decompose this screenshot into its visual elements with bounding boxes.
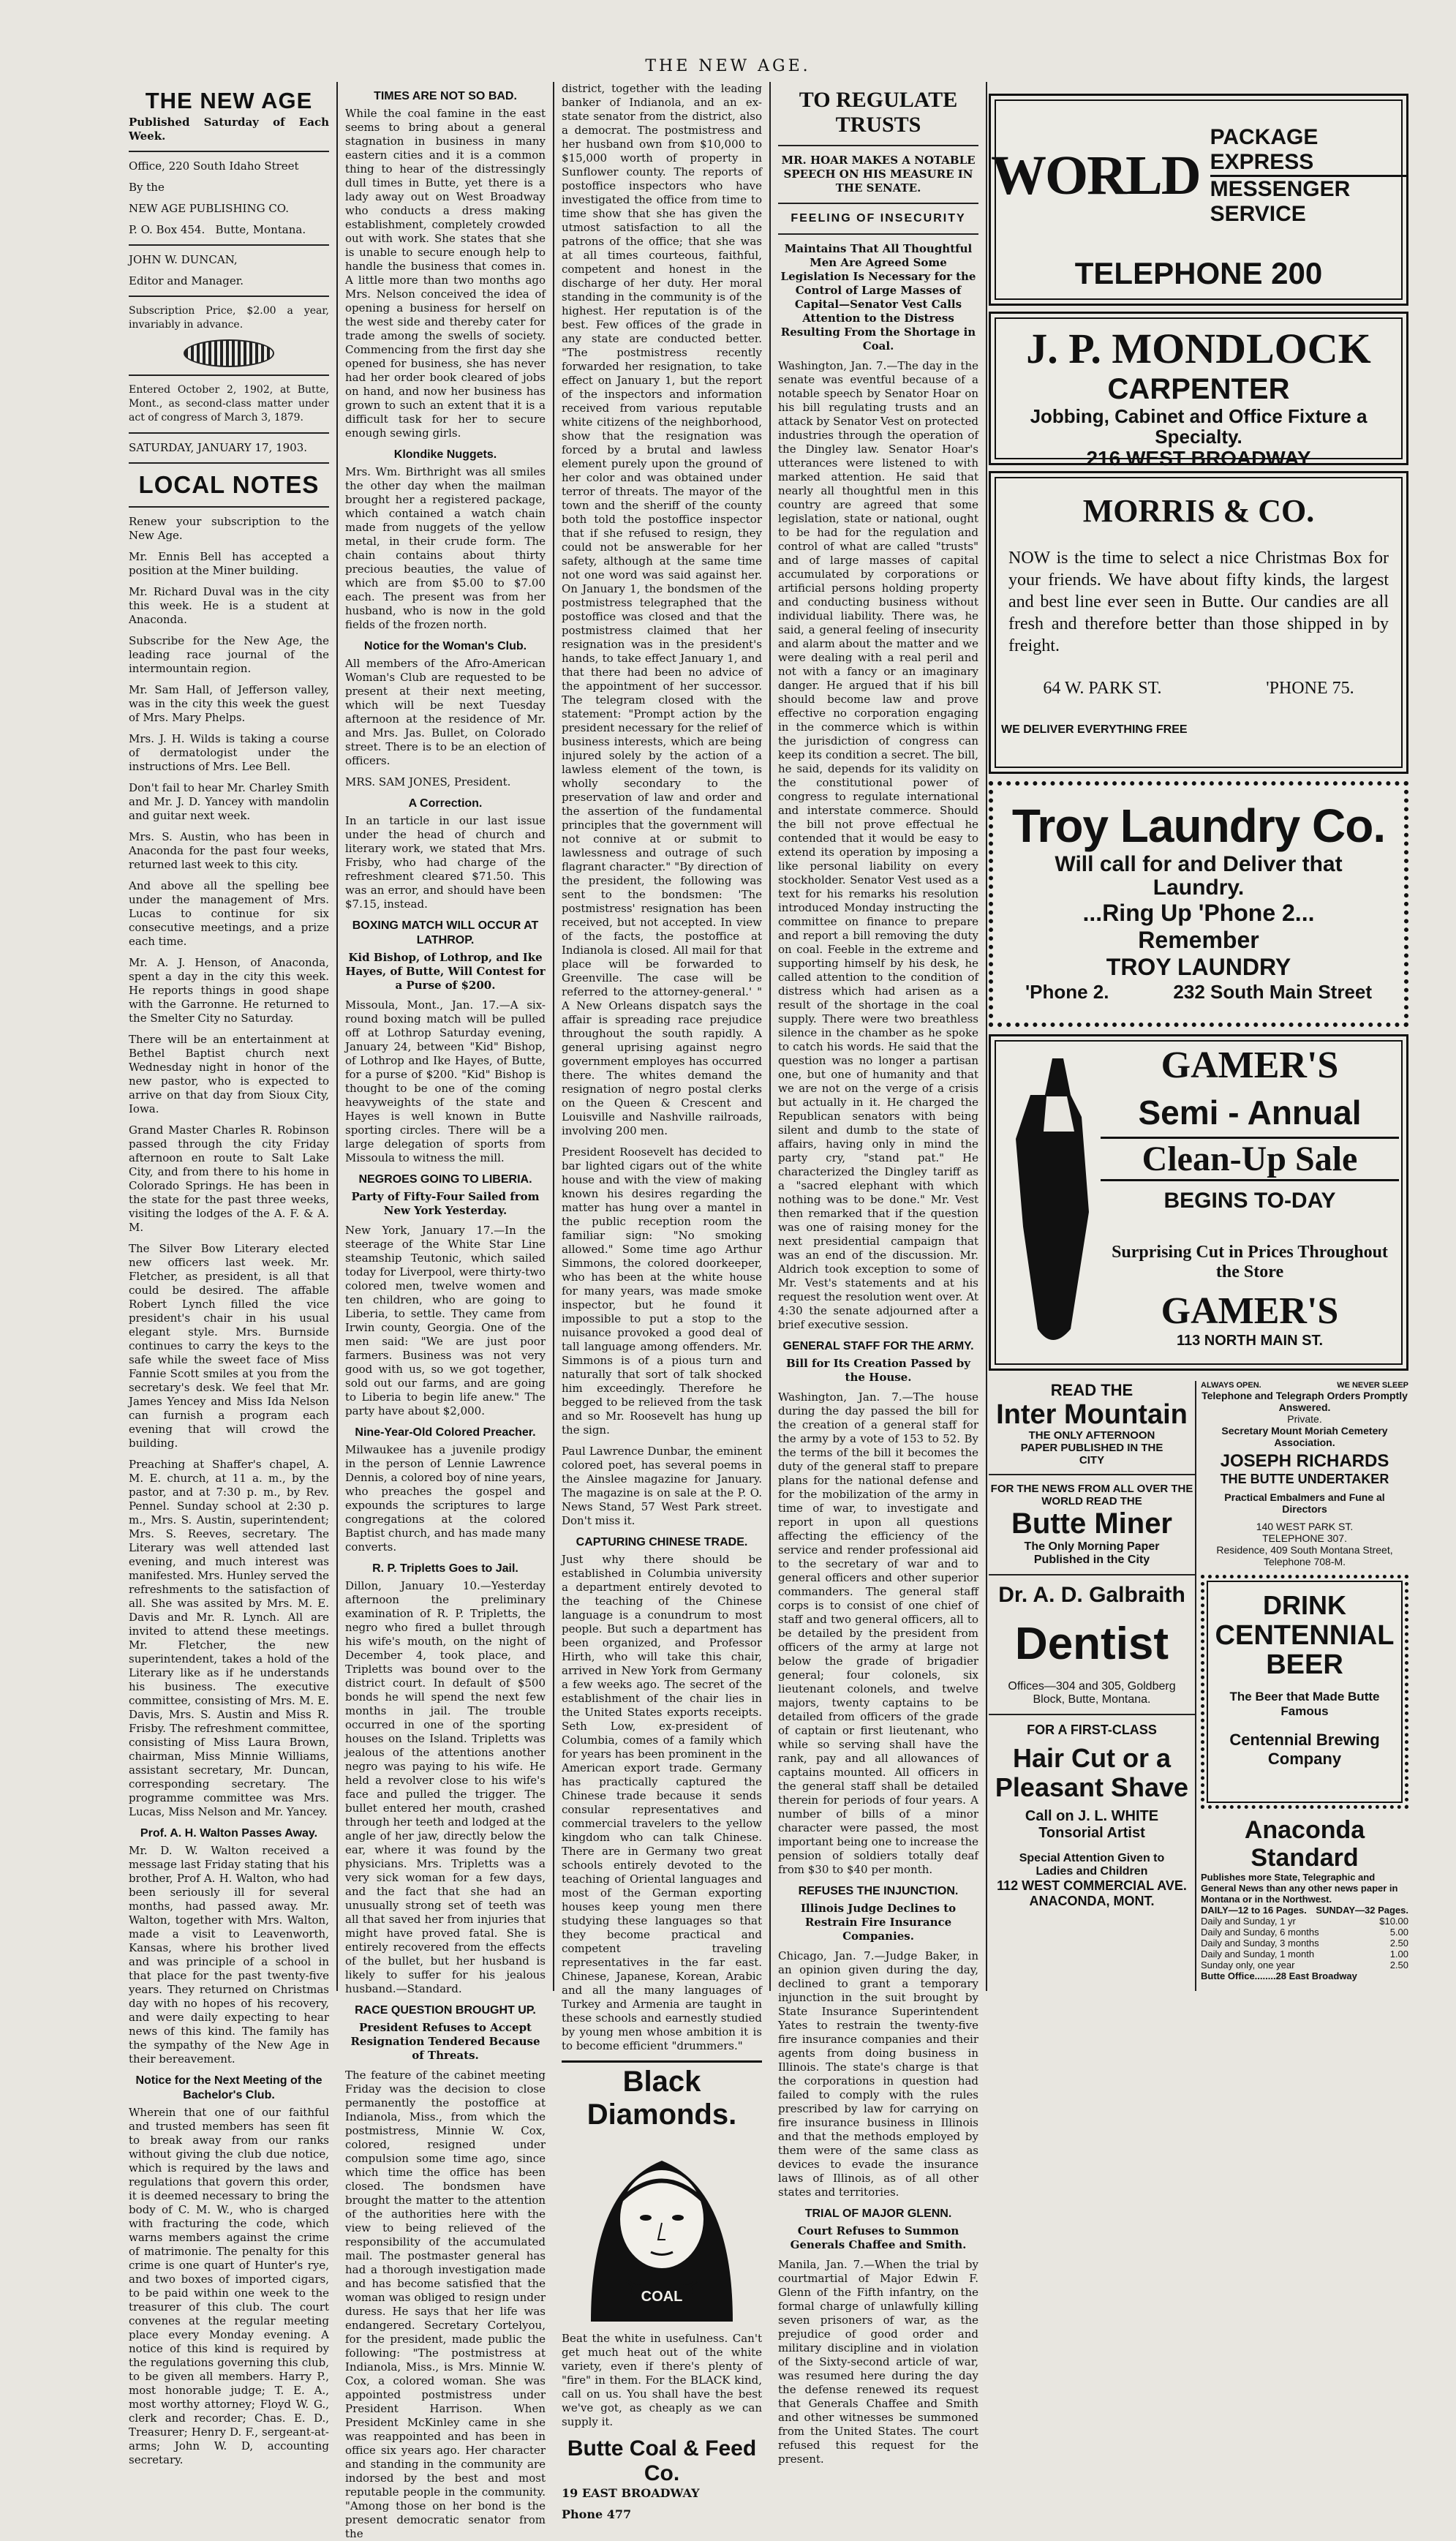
barber-l4: Special Attention Given to Ladies and Children bbox=[1019, 1852, 1165, 1878]
local-note-item: Renew your subscription to the New Age. bbox=[129, 515, 329, 542]
intermountain-l2: THE ONLY AFTERNOON PAPER PUBLISHED IN THE CITY bbox=[1020, 1429, 1163, 1467]
local-note-item: Grand Master Charles R. Robinson passed through the city Friday afternoon en route to Salt Lake City, and from there to his home in Colorado Springs. He has been in the state for the past three weeks, visiting the lodges of the A. F. & A. M. bbox=[129, 1123, 329, 1234]
richards-l4: Private. bbox=[1287, 1413, 1322, 1425]
klondike-headline: Klondike Nuggets. bbox=[393, 448, 497, 461]
troy-line3: Remember bbox=[1138, 927, 1259, 953]
world-express-ad bbox=[989, 94, 1408, 306]
miner-l1: FOR THE NEWS FROM ALL OVER THE WORLD READ THE bbox=[990, 1483, 1193, 1507]
beer-name: CENTENNIAL BEER bbox=[1215, 1620, 1395, 1680]
coal-caption: COAL bbox=[641, 2289, 683, 2305]
barber-address: 112 WEST COMMERCIAL AVE. ANACONDA, MONT. bbox=[997, 1878, 1187, 1908]
morris-phone: 'PHONE 75. bbox=[1266, 679, 1354, 698]
feeling-headline: FEELING OF INSECURITY bbox=[791, 212, 966, 225]
morris-ad bbox=[989, 471, 1408, 774]
divider bbox=[129, 432, 329, 434]
race-continued-text: district, together with the leading banker of Indianola, and an ex-state senator from the district, also a democrat. The postmistress and her husband own from $10,000 to $15,000 worth of property in Sunflower county. The reports of postoffice inspectors who have investigated the office from time to time show that she has given the utmost satisfaction to all the patrons of the office; that she was at all times courteous, faithful, competent and honest in the discharge of her duty. Her moral standing in the community is of the highest. Her reputation is of the best. Few offices of the grade in any state are conducted better. "The postmistress recently forwarded her resignation, to take effect on January 1, but the report of the inspectors and information received from various reputable white citizens of the neighborhood, show that the resignation was forced by a brutal and lawless element purely upon the ground of her color and was obtained under terror of threats. The mayor of the town and the sheriff of the county both told the postoffice inspector that if she refused to resign, they could not be answerable for her safety, although at the same time not one word was said against her. On January 1, the bondsmen of the postmistress telegraphed that the postoffice was closed and that the postmistress claimed that her resignation was in the president's hands, to take effect January 1, and that there had been no advice of the appointment of her successor. The telegram closed with the statement: "Prompt action by the president necessary for the relief of business interests, which are being injured solely by the action of a lawless element of the town, is wholly secondary to the preservation of law and order and the assertion of the fundamental principles that the government will not connive at or submit to lawlessness and outrage of such flagrant character." "By direction of the president, the following was sent to the bondsmen: 'The postmistress' resignation has been received, but not accepted. In view of the facts, the postoffice at Indianola is closed. All mail for that place will be forwarded to Greenville. The case will be referred to the attorney-general.' " A New Orleans dispatch says the affair is spreading race prejudice throughout the south rapidly. A general uprising against negro government employes has occurred there. The whites demand the resignation of negro postal clerks on the Queen & Crescent and Louisville and Nashville railroads, involving 200 men. bbox=[562, 82, 762, 1137]
gamers-line2: Clean-Up Sale bbox=[1101, 1137, 1399, 1181]
richards-name: JOSEPH RICHARDS bbox=[1220, 1451, 1389, 1471]
standard-name: Anaconda Standard bbox=[1244, 1816, 1365, 1872]
local-note-item: There will be an entertainment at Bethel Baptist church next Wednesday night in honor of the new pastor, who is expected to arrive on that day from Sioux City, Iowa. bbox=[129, 1033, 329, 1115]
mondlock-trade: CARPENTER bbox=[1107, 373, 1290, 405]
boxing-text: Missoula, Mont., Jan. 17.—A six-round boxing match will be pulled off at Lothrop Saturday evening, January 24, between "Kid" Bishop, of Lothrop and Ike Hayes, of Butte, for a purse of $200. "Kid" Bishop is thought to be one of the coming heavyweights of the state and Hayes is well known in Butte sporting circles. There will be a large delegation of sports from Missoula to witness the mill. bbox=[345, 998, 546, 1164]
rate-price: 2.50 bbox=[1389, 1938, 1408, 1949]
trusts-text: Washington, Jan. 7.—The day in the senate was eventful because of a notable speech by Senator Hoar on his bill regulating trusts and an attack by Senator Vest on protected industries through the operation of the Dingley law. Senator Hoar's utterances were listened to with marked attention. He said that nearly all thoughtful men in this country are agreed that some legislation, state or national, ought to be had for the regulation and control of what are called "trusts" and of large masses of capital accumulated by corporations or artificial persons holding property and conducting business without individual liability. There was, he said, a general feeling of insecurity and alarm about the matter and we were dealing with a real peril and not with a fancy or an imaginary danger. He argued that if his bill should become law and prove effective no corporation engaging in the commerce which is within the jurisdiction of congress can keep its condition a secret. The bill, he said, depends for its validity on the constitutional power of congress to regulate international and interstate commerce. Should the bill not prove effectual he contended that it would be easy to extend its operation by imposing a like personal liability on every stockholder. Senator Vest used as a text for his remarks his resolution introduced Monday instructing the committee on finance to prepare and report a bill removing the duty on coal. Feeble in the extreme and supporting himself by his desk, he called attention to the condition of distress which had arisen as a result of the shortage in the coal supply. There were two breathless silence in the chamber as he spoke to catch his words. He said that the question was no longer a partisan one, but one of humanity and that we are not on the verge of a crisis but actually in it. He charged the Republican senators with being silent and dumb to the state of affairs, having only in mind the party cry, "stand pat." He characterized the Dingley tariff as a "sacred elephant with which nothing was to be done." Mr. Vest then remarked that if the question was one of raising money for the next presidential campaign that was an end of the discussion. Mr. Aldrich took exception to some of Mr. Vest's statements and at his request the resolution went over. At 4:30 the senate adjourned after a brief executive session. bbox=[778, 359, 978, 1331]
gamers-name: GAMER'S bbox=[1161, 1044, 1339, 1086]
local-note-item: Subscribe for the New Age, the leading race journal of the intermountain region. bbox=[129, 634, 329, 675]
boxing-subhead: Kid Bishop, of Lothrop, and Ike Hayes, of Butte, Will Contest for a Purse of $200. bbox=[345, 951, 546, 992]
tripletts-text: Dillon, January 10.—Yesterday afternoon the preliminary examination of R. P. Tripletts, the negro who fired a bullet through his wife's mouth, on the night of December 4, took place, and Tripletts was bound over to the district court. In default of $500 bonds he will spend the next few months in jail. The trouble occurred in one of the sporting houses on the Island. Tripletts was jealous of the attentions another negro was paying to his wife. He held a revolver close to his wife's face and pulled the trigger. The bullet entered her mouth, crashed through her teeth and lodged at the angle of her jaw, directly below the ear, where it was found by the physicians. Mrs. Tripletts was a very sick woman for a few days, and the fact that she had an unusually strong set of teeth was all that saved her from injuries that might have proved fatal. She is entirely recovered from the effects of the bullet, but her husband is likely to suffer for his jealous husband.—Standard. bbox=[345, 1579, 546, 1995]
rate-row bbox=[1201, 1927, 1408, 1938]
rate-label: Daily and Sunday, 1 month bbox=[1201, 1949, 1315, 1960]
staff-headline: GENERAL STAFF FOR THE ARMY. bbox=[782, 1340, 974, 1352]
butte-coal-address: 19 EAST BROADWAY bbox=[562, 2486, 700, 2500]
race-text: The feature of the cabinet meeting Friday was the decision to close permanently the postoffice at Indianola, Miss., from which the postmistress, Minnie W. Cox, colored, resigned under compulsion some time ago, since which time the office has been closed. The bondsmen have brought the matter to the attention of the authorities here with the view to being relieved of the responsibility of the accumulated mail. The postmaster general has had a thorough investigation made and has become satisfied that the woman was obliged to resign under duress. He says that her life was endangered. Secretary Cortelyou, for the president, made public the following: "The postmistress at Indianola, Miss., is Mrs. Minnie W. Cox, a colored woman. She was appointed postmistress under President Harrison. When President McKinley came in she was reappointed and has been in office six years ago. Her character and standing in the community are indorsed by the best and most reputable people in the community. "Among those on her bond is the present democratic senator from the bbox=[345, 2068, 546, 2540]
richards-title: THE BUTTE UNDERTAKER bbox=[1220, 1472, 1389, 1486]
rate-row bbox=[1201, 1938, 1408, 1949]
local-note-item: Mrs. J. H. Wilds is taking a course of dermatologist under the instructions of Mrs. Lee Bell. bbox=[129, 732, 329, 773]
troy-line2: ...Ring Up 'Phone 2... bbox=[1082, 900, 1315, 926]
black-diamonds-title: Black Diamonds. bbox=[586, 2066, 737, 2131]
womans-club-text: All members of the Afro-American Woman's Club are requested to be present at their next meeting, which will be next Tuesday afternoon at the residence of Mr. and Mrs. Jas. Bullet, on Colorado street. There is to be an election of officers. bbox=[345, 657, 546, 767]
injunction-text: Chicago, Jan. 7.—Judge Baker, in an opinion given during the day, declined to grant a temporary injunction in the suit brought by State Insurance Superintendent Yates to restrain the twenty-five fire insurance companies and their agents from doing business in Illinois. The state's charge is that the corporations in question had failed to comply with the rules prescribed by law for carrying on fire insurance business in Illinois and that the methods employed by them were of the same class as devices to evade the insurance laws of Illinois, as of all other states and territories. bbox=[778, 1949, 978, 2199]
troy-laundry-ad bbox=[989, 781, 1408, 1027]
morris-name: MORRIS & CO. bbox=[1082, 493, 1315, 529]
masthead-title: THE NEW AGE bbox=[145, 88, 313, 113]
richards-address: 140 WEST PARK ST. bbox=[1256, 1521, 1354, 1532]
galbraith-title: Dentist bbox=[1014, 1619, 1169, 1669]
masthead-entered: Entered October 2, 1902, at Butte, Mont., as second-class matter under act of congress of March 3, 1879. bbox=[129, 384, 329, 424]
staff-text: Washington, Jan. 7.—The house during the day passed the bill for the creation of a general staff for the army by a vote of 153 to 52. By the terms of the bill it becomes the duty of the general staff to prepare plans for the national defense and for the mobilization of the army in time of war, to investigate and report in upon all questions affecting the efficiency of the service and render professional aid to the secretary of war and to general officers and other superior commanders. The general staff corps is to consist of one chief of staff and two general officers, all to be detailed by the president from officers of the army at large not below the grade of brigadier general; four colonels, six lieutenant colonels, and twelve majors, twenty captains to be detailed from officers of the grade of captain or first lieutenant, who while so serving shall have the rank, pay and all allowances of captains mounted. All officers in the general staff shall be detailed therein for periods of four years. A number of bills of a minor character were passed, the most important being one to increase the pension of soldiers totally deaf from $30 to $40 per month. bbox=[778, 1390, 978, 1876]
local-note-item: Preaching at Shaffer's chapel, A. M. E. church, at 11 a. m., by the pastor, and at 7:30 p. m., by Rev. Pennel. Sunday school at 2:30 p. m., Mrs. S. Austin, superintendent; Mrs. S. Reeves, secretary. The Literary was well attended last evening, and much interest was manifested. Mrs. Hunley served the refreshments to the satisfaction of all. She was assited by Mrs. M. E. Davis and Mr. R. Lynch. All are invited to attend these meetings. Mr. Fletcher, the new superintendent, takes a hold of the Literary like as if he understands his business. The executive committee, consisting of Mrs. M. E. Davis, Mrs. S. Austin and Miss R. Frisby. The refreshment committee, consisting of Miss Laura Brown, chairman, Miss Minnie Williams, assistant secretary, Mr. Duncan, corresponding secretary. The programme committee was Mrs. Lucas, Miss Nelson and Mr. Yancey. bbox=[129, 1458, 329, 1818]
preacher-text: Milwaukee has a juvenile prodigy in the person of Lennie Lawrence Dennis, a colored boy of nine years, who preaches the gospel and expounds the scriptures to large congregations at the colored Baptist church, and has made many converts. bbox=[345, 1443, 546, 1554]
rate-price: 5.00 bbox=[1389, 1927, 1408, 1938]
local-note-item: Mr. Sam Hall, of Jefferson valley, was in the city this week the guest of Mrs. Mary Phelps. bbox=[129, 683, 329, 724]
column-1 bbox=[121, 82, 338, 2466]
rate-label: Daily and Sunday, 6 months bbox=[1201, 1927, 1319, 1938]
troy-line4: TROY LAUNDRY bbox=[1106, 954, 1291, 980]
standard-office: Butte Office........28 East Broadway bbox=[1201, 1970, 1357, 1981]
liberia-subhead: Party of Fifty-Four Sailed from New York Yesterday. bbox=[351, 1190, 540, 1217]
rate-price: 2.50 bbox=[1389, 1960, 1408, 1970]
local-notes-title: LOCAL NOTES bbox=[138, 471, 320, 498]
dunbar-text: Paul Lawrence Dunbar, the eminent colored poet, has several poems in the Ainslee magazine for January. The magazine is on sale at the P. O. News Stand, 57 West Park street. Don't miss it. bbox=[562, 1445, 762, 1527]
race-headline: RACE QUESTION BROUGHT UP. bbox=[355, 2004, 536, 2017]
barber-l3: Tonsorial Artist bbox=[1038, 1825, 1145, 1841]
masthead-tagline: Published Saturday of Each Week. bbox=[129, 116, 329, 143]
mondlock-address: 216 WEST BROADWAY bbox=[1086, 447, 1311, 470]
morris-text: NOW is the time to select a nice Christmas Box for your friends. We have about fifty kinds, the largest and best line ever seen in Butte. Our candies are all fresh and therefore better than those shipped in by freight. bbox=[1008, 549, 1389, 655]
divider bbox=[778, 233, 978, 235]
butte-coal-phone: Phone 477 bbox=[562, 2507, 632, 2521]
black-diamonds-text: Beat the white in usefulness. Can't get much heat out of the white variety, even if there's plenty of "fire" in them. For the BLACK kind, call on us. You shall have the best we've got, as cheaply as we can supply it. bbox=[562, 2332, 762, 2428]
correction-headline: A Correction. bbox=[408, 797, 483, 810]
standard-ad bbox=[1201, 1816, 1408, 1981]
womans-club-headline: Notice for the Woman's Club. bbox=[363, 640, 527, 652]
standard-sunday: SUNDAY—32 Pages. bbox=[1316, 1905, 1408, 1916]
column-2 bbox=[338, 82, 554, 2540]
beer-l3: Centennial Brewing Company bbox=[1229, 1731, 1380, 1768]
chinese-text: Just why there should be established in Columbia university a department entirely devoted to the teaching of the Chinese language is a conundrum to most people. But such a department has been organized, and Professor Hirth, who will take this chair, arrived in New York from Germany a few weeks ago. The secret of the establishment of the chair lies in the United States exports receipts. Seth Low, ex-president of Columbia, comes of a family which for years has been prominent in the American export trade. Germany has practically captured the Chinese trade because it sends consular representatives and commercial travelers to the yellow kingdom who can talk Chinese. There are in Germany two great schools entirely devoted to the teaching of Oriental languages and most of the German exporting houses keep young men there studying these languages so that they become practical and competent traveling representatives in the far east. Chinese, Japanese, Korean, Arabic and all the many languages of Turkey and Armenia are taught in these schools and earnestly studied by young men whose ambition it is to become efficient "drummers." bbox=[562, 1553, 762, 2052]
preacher-headline: Nine-Year-Old Colored Preacher. bbox=[355, 1426, 536, 1439]
divider bbox=[778, 203, 978, 204]
divider bbox=[778, 145, 978, 146]
standard-daily: DAILY—12 to 16 Pages. bbox=[1201, 1905, 1307, 1916]
liberia-headline: NEGROES GOING TO LIBERIA. bbox=[358, 1173, 532, 1186]
mondlock-ad bbox=[989, 312, 1408, 470]
trusts-subhead: MR. HOAR MAKES A NOTABLE SPEECH ON HIS MEASURE IN THE SENATE. bbox=[781, 154, 976, 195]
injunction-subhead: Illinois Judge Declines to Restrain Fire Insurance Companies. bbox=[800, 1902, 957, 1943]
masthead-editor-role: Editor and Manager. bbox=[129, 274, 244, 287]
divider bbox=[129, 244, 329, 246]
intermountain-l1: READ THE bbox=[1050, 1381, 1134, 1399]
mondlock-name: J. P. MONDLOCK bbox=[1026, 325, 1371, 372]
morris-address: 64 W. PARK ST. bbox=[1043, 679, 1162, 698]
rate-label: Daily and Sunday, 1 yr bbox=[1201, 1916, 1296, 1927]
divider bbox=[989, 1714, 1195, 1715]
liberia-text: New York, January 17.—In the steerage of the White Star Line steamship Teutonic, which sailed today for Liverpool, were thirty-two colored men, twelve women and ten children, who are going to Liberia, to settle. They came from Irwin county, Georgia. One of the men said: "We are just poor farmers. Business was not very good with us, so we got together, sold out our farms, and are going to Liberia to begin life anew." The party have about $2,000. bbox=[345, 1224, 546, 1418]
local-note-item: Mrs. S. Austin, who has been in Anaconda for the past four weeks, returned last week to this city. bbox=[129, 830, 329, 871]
divider bbox=[129, 506, 329, 508]
column-4 bbox=[771, 82, 987, 2466]
bachelor-headline: Notice for the Next Meeting of the Bachelor's Club. bbox=[135, 2074, 322, 2101]
masthead-publisher: NEW AGE PUBLISHING CO. bbox=[129, 202, 289, 215]
divider bbox=[129, 295, 329, 297]
walton-headline: Prof. A. H. Walton Passes Away. bbox=[140, 1827, 318, 1840]
correction-text: In an tarticle in our last issue under the head of church and literary work, we stated that Mrs. Frisby, who had charge of the refreshment cleared $71.50. This was an error, and should have been $7.15, instead. bbox=[345, 814, 546, 911]
standard-rate-table bbox=[1201, 1916, 1408, 1970]
rate-price: $10.00 bbox=[1379, 1916, 1408, 1927]
troy-name: Troy Laundry Co. bbox=[1011, 799, 1386, 852]
gamers-line1: Semi - Annual bbox=[1138, 1093, 1362, 1132]
morris-delivery: WE DELIVER EVERYTHING FREE bbox=[1001, 723, 1188, 736]
times-headline: TIMES ARE NOT SO BAD. bbox=[374, 90, 517, 102]
richards-l5: Secretary Mount Moriah Cemetery Association. bbox=[1221, 1425, 1388, 1448]
local-note-item: The Silver Bow Literary elected new officers last week. Mr. Fletcher, as president, is all that could be desired. The affable Robert Lynch filled the vice president's chair in his usual elegant style. Mrs. Burnside continues to carry the keys to the safe while the sweet face of Miss Fannie Scott smiles at you from the secretary's desk. We feel that Mr. James Yencey and Miss Ida Nelson can furnish a program each evening that will crowd the building. bbox=[129, 1242, 329, 1450]
trusts-headline: TO REGULATE TRUSTS bbox=[799, 88, 958, 137]
masthead-editor: JOHN W. DUNCAN, bbox=[129, 253, 238, 266]
divider bbox=[989, 1574, 1195, 1576]
black-diamonds-ad bbox=[562, 2060, 762, 2521]
local-notes-list bbox=[129, 515, 329, 1819]
gamers-line3: BEGINS TO-DAY bbox=[1163, 1189, 1336, 1213]
butte-coal-name: Butte Coal & Feed Co. bbox=[567, 2436, 757, 2485]
richards-l6: Practical Embalmers and Fune al Directors bbox=[1224, 1491, 1385, 1515]
divider bbox=[129, 151, 329, 152]
gamers-line4: Surprising Cut in Prices Throughout the Store bbox=[1112, 1243, 1388, 1281]
bachelor-text: Wherein that one of our faithful and trusted members has seen fit to break away from our ranks without giving the club due notice, which is required by the laws and regulations that govern this order, it is deemed necessary to bring the body of C. M. W., who is charged with fracturing the code, which warns members against the crime of matrimonie. The penalty for this crime is one quart of Hunter's rye, and two boxes of imported cigars, to be paid within one week to the treasurer of this club. The court convenes at the regular meeting place every Monday evening. A notice of this kind is required by the regulations governing this club, to be given all members. Harry P., most honorable judge; T. E. A., most worthy attorney; Floyd W. G., clerk and recorder; Chas. E. D., Treasurer; Henry D. F., sergeant-at-arms; John W. D, accounting secretary. bbox=[129, 2106, 329, 2466]
roosevelt-text: President Roosevelt has decided to bar lighted cigars out of the white house and with the view of making known his desires regarding the matter has hung over a mantel in the public reception room the familiar sign: "No smoking allowed." Some time ago Arthur Simmons, the colored doorkeeper, who has been at the white house for many years, was made smoke inspector, but he found it impossible to put a stop to the nuisance provoked a good deal of tall language among offenders. Mr. Simmons is of a pious turn and naturally that sort of talk shocked him exceedingly. Therefore he begged to be relieved from the task and so Mr. Roosevelt has hung up the sign. bbox=[562, 1145, 762, 1437]
small-ads-left bbox=[989, 1381, 1196, 1991]
barber-name: Hair Cut or a Pleasant Shave bbox=[995, 1743, 1189, 1802]
troy-line1: Will call for and Deliver that Laundry. bbox=[1055, 852, 1343, 900]
barber-l1: FOR A FIRST-CLASS bbox=[1027, 1723, 1157, 1737]
divider bbox=[129, 374, 329, 376]
intermountain-name: Inter Mountain bbox=[996, 1399, 1188, 1430]
centennial-beer-ad bbox=[1201, 1575, 1408, 1809]
running-head-text: THE NEW AGE. bbox=[645, 57, 811, 75]
local-note-item: Mr. A. J. Henson, of Anaconda, spent a day in the city this week. He reports things in good shape with the Garronne. He returned to the Smelter City no Saturday. bbox=[129, 956, 329, 1025]
local-note-item: Mr. Richard Duval was in the city this week. He is a student at Anaconda. bbox=[129, 585, 329, 626]
miner-l2: The Only Morning Paper Published in the City bbox=[1024, 1540, 1160, 1566]
rate-row bbox=[1201, 1916, 1408, 1927]
tripletts-headline: R. P. Tripletts Goes to Jail. bbox=[372, 1562, 518, 1575]
world-line2: MESSENGER SERVICE bbox=[1210, 177, 1351, 226]
local-note-item: And above all the spelling bee under the management of Mrs. Lucas to continue for six consecutive meetings, and a prize each time. bbox=[129, 879, 329, 948]
ads-column bbox=[989, 82, 1408, 1991]
world-name: WORLD bbox=[991, 145, 1200, 206]
masthead-subscription: Subscription Price, $2.00 a year, invariably in advance. bbox=[129, 305, 329, 331]
glenn-subhead: Court Refuses to Summon Generals Chaffee and Smith. bbox=[790, 2224, 967, 2251]
injunction-headline: REFUSES THE INJUNCTION. bbox=[798, 1885, 959, 1897]
troy-phone: 'Phone 2. bbox=[1025, 981, 1109, 1003]
world-phone: TELEPHONE 200 bbox=[1074, 256, 1323, 290]
mondlock-desc: Jobbing, Cabinet and Office Fixture a Specialty. bbox=[1030, 405, 1368, 448]
glenn-text: Manila, Jan. 7.—When the trial by courtmartial of Major Edwin F. Glenn of the Fifth infantry, on the formal charge of unlawfully killing seven prisoners of war, as the prejudice of good order and military discipline and in violation of the Sixty-second article of war, was resumed here during the day the defense renewed its request that Generals Chaffee and Smith and other witnesses be summoned from the United States. The court refused this request for the present. bbox=[778, 2258, 978, 2466]
chinese-headline: CAPTURING CHINESE TRADE. bbox=[576, 1536, 748, 1548]
walton-text: Mr. D. W. Walton received a message last Friday stating that his brother, Prof A. H. Walton, who had been seriously ill for several months, had passed away. Mr. Walton, together with Mrs. Walton, made a visit to Leavenworth, Kansas, where his brother lived and was principle of a school in that place for the past twenty-five years. They returned on Christmas day with no hopes of his recovery, and were daily expecting to hear news of this kind. The family has the sympathy of the New Age in their bereavement. bbox=[129, 1844, 329, 2066]
beer-l1: DRINK bbox=[1263, 1590, 1346, 1620]
richards-tel: TELEPHONE 307. bbox=[1262, 1532, 1347, 1544]
running-head bbox=[0, 0, 1456, 80]
womans-club-sign: MRS. SAM JONES, President. bbox=[345, 775, 511, 788]
small-ads-right bbox=[1201, 1381, 1408, 1991]
rate-label: Sunday only, one year bbox=[1201, 1960, 1295, 1970]
richards-l3: Telephone and Telegraph Orders Promptly Answered. bbox=[1202, 1390, 1408, 1413]
richards-residence: Residence, 409 South Montana Street, Telephone 708-M. bbox=[1216, 1544, 1393, 1567]
column-3 bbox=[554, 82, 771, 2521]
masthead-box: P. O. Box 454. Butte, Montana. bbox=[129, 223, 306, 236]
troy-address: 232 South Main Street bbox=[1173, 981, 1373, 1003]
masthead-by: By the bbox=[129, 181, 165, 194]
beer-l2: The Beer that Made Butte Famous bbox=[1229, 1690, 1380, 1718]
divider bbox=[989, 1474, 1195, 1475]
divider bbox=[129, 462, 329, 464]
richards-never-sleep: WE NEVER SLEEP bbox=[1337, 1381, 1408, 1390]
union-label-icon bbox=[184, 339, 274, 367]
richards-always-open: ALWAYS OPEN. bbox=[1201, 1381, 1261, 1390]
newspaper-page bbox=[121, 82, 1408, 2540]
local-note-item: Mr. Ennis Bell has accepted a position at the Miner building. bbox=[129, 550, 329, 577]
barber-l2: Call on J. L. WHITE bbox=[1025, 1808, 1159, 1824]
boxing-headline: BOXING MATCH WILL OCCUR AT LATHROP. bbox=[352, 919, 539, 946]
world-line1: PACKAGE EXPRESS bbox=[1210, 125, 1406, 177]
gamers-ad bbox=[989, 1034, 1408, 1371]
rate-row bbox=[1201, 1949, 1408, 1960]
race-subhead: President Refuses to Accept Resignation Tendered Because of Threats. bbox=[350, 2021, 540, 2062]
gamers-name-2: GAMER'S bbox=[1161, 1290, 1339, 1332]
standard-text: Publishes more State, Telegraphic and General News than any other news paper in Montana or in the Northwest. bbox=[1201, 1872, 1398, 1905]
issue-date: SATURDAY, JANUARY 17, 1903. bbox=[129, 441, 308, 454]
staff-subhead: Bill for Its Creation Passed by the House. bbox=[786, 1357, 970, 1384]
klondike-text: Mrs. Wm. Birthright was all smiles the other day when the mailman brought her a registered package, which contained a watch chain made from nuggets of the yellow metal, in their crude form. The chain contains about thirty precious beauties, the value of which are from $5.00 to $7.00 each. The present was from her husband, who is now in the gold fields of the frozen north. bbox=[345, 465, 546, 631]
glenn-headline: TRIAL OF MAJOR GLENN. bbox=[804, 2207, 952, 2220]
gamers-address: 113 NORTH MAIN ST. bbox=[1176, 1333, 1324, 1349]
miner-name: Butte Miner bbox=[1011, 1507, 1172, 1540]
galbraith-address: Offices—304 and 305, Goldberg Block, Butte, Montana. bbox=[1008, 1680, 1176, 1706]
local-note-item: Don't fail to hear Mr. Charley Smith and Mr. J. D. Yancey with mandolin and guitar next week. bbox=[129, 781, 329, 822]
galbraith-name: Dr. A. D. Galbraith bbox=[998, 1583, 1185, 1607]
rate-price: 1.00 bbox=[1389, 1949, 1408, 1960]
rate-label: Daily and Sunday, 3 months bbox=[1201, 1938, 1319, 1949]
times-text: While the coal famine in the east seems to bring about a general stagnation in business in many eastern cities and it is a common thing to hear of the distressingly dull times in Butte, yet there is a lady away out on West Broadway who conducts a dress making establishment, completely crowded out with work. She states that she is unable to secure enough help to handle the business that comes in. A little more than two months ago Mrs. Nelson conceived the idea of opening a business for herself on the west side and thereby cater for trade among the swells of society. Commencing from the first day she opened for business, she has never had her order book cleared of jobs on hand, and now her business has grown to such an extent that it is a difficult task for her to secure enough sewing girls. bbox=[345, 107, 546, 440]
trusts-subhead-2: Maintains That All Thoughtful Men Are Agreed Some Legislation Is Necessary for the Control of Large Masses of Capital—Senator Vest Calls Attention to the Distress Resulting From the Shortage in Coal. bbox=[780, 242, 976, 353]
rate-row bbox=[1201, 1960, 1408, 1970]
woman-with-coal-illustration bbox=[562, 2131, 762, 2329]
masthead-office: Office, 220 South Idaho Street bbox=[129, 159, 299, 173]
shoe-illustration bbox=[1001, 1051, 1111, 1358]
